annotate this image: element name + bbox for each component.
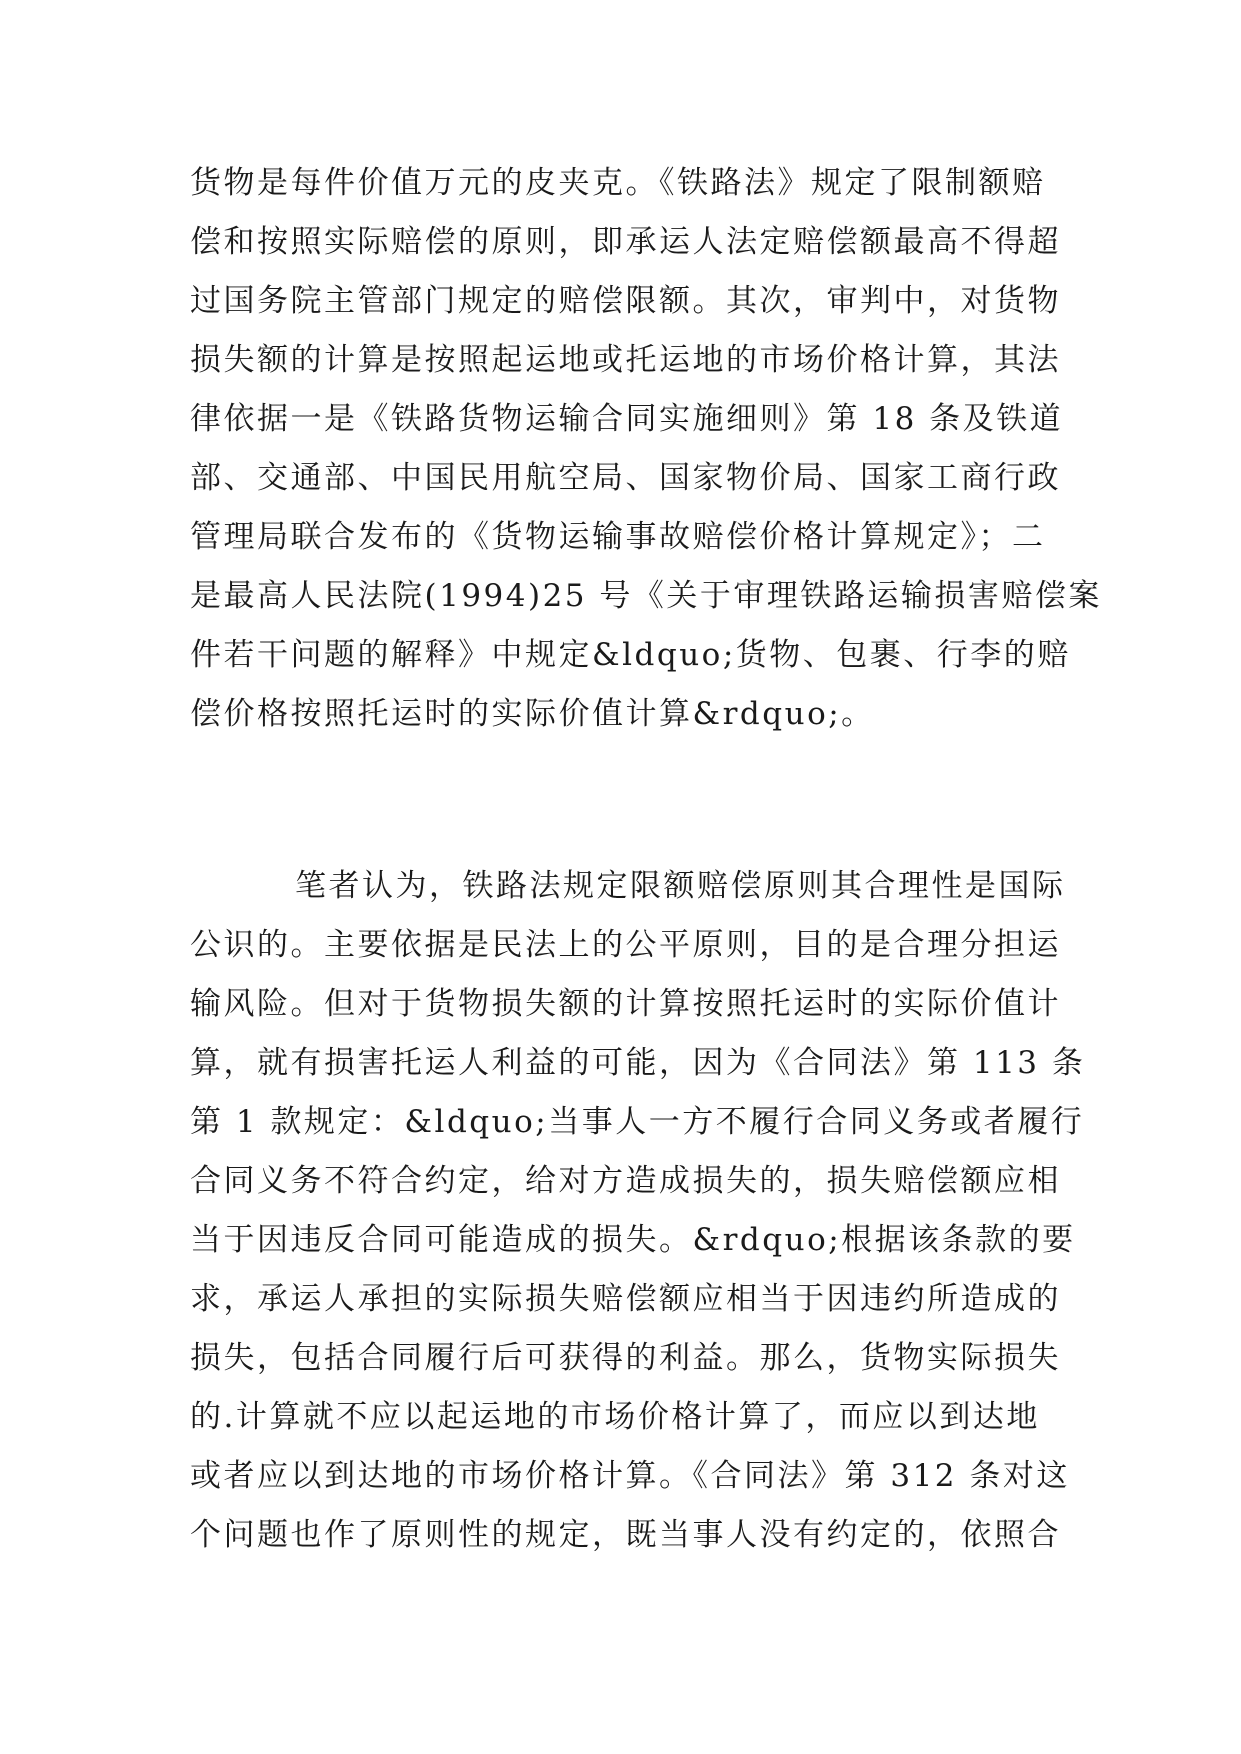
text-line: 偿和按照实际赔偿的原则，即承运人法定赔偿额最高不得超 — [190, 224, 1061, 260]
text-line: 是最高人民法院(1994)25 号《关于审理铁路运输损害赔偿案 — [190, 578, 1102, 614]
text-line: 合同义务不符合约定，给对方造成损失的，损失赔偿额应相 — [190, 1163, 1061, 1199]
text-line: 当于因违反合同可能造成的损失。&rdquo;根据该条款的要 — [190, 1222, 1076, 1258]
text-line: 公识的。主要依据是民法上的公平原则，目的是合理分担运 — [190, 927, 1061, 963]
text-line: 或者应以到达地的市场价格计算。《合同法》第 312 条对这 — [190, 1458, 1070, 1494]
text-line: 货物是每件价值万元的皮夹克。《铁路法》规定了限制额赔 — [190, 165, 1046, 201]
text-line: 偿价格按照托运时的实际价值计算&rdquo;。 — [190, 696, 875, 732]
paragraph-2 — [190, 857, 1086, 1565]
text-line: 求，承运人承担的实际损失赔偿额应相当于因违约所造成的 — [190, 1281, 1061, 1317]
text-line: 输风险。但对于货物损失额的计算按照托运时的实际价值计 — [190, 986, 1061, 1022]
text-line: 律依据一是《铁路货物运输合同实施细则》第 18 条及铁道 — [190, 401, 1064, 437]
text-line: 第 1 款规定：&ldquo;当事人一方不履行合同义务或者履行 — [190, 1104, 1085, 1140]
text-line: 管理局联合发布的《货物运输事故赔偿价格计算规定》；二 — [190, 519, 1046, 555]
text-line: 件若干问题的解释》中规定&ldquo;货物、包裹、行李的赔 — [190, 637, 1071, 673]
text-line: 损失额的计算是按照起运地或托运地的市场价格计算，其法 — [190, 342, 1061, 378]
text-line: 算，就有损害托运人利益的可能，因为《合同法》第 113 条 — [190, 1045, 1086, 1081]
text-line: 过国务院主管部门规定的赔偿限额。其次，审判中，对货物 — [190, 283, 1061, 319]
text-line: 损失，包括合同履行后可获得的利益。那么，货物实际损失 — [190, 1340, 1061, 1376]
text-line-first-indented: 笔者认为，铁路法规定限额赔偿原则其合理性是国际 — [295, 868, 1066, 904]
text-line: 个问题也作了原则性的规定，既当事人没有约定的，依照合 — [190, 1517, 1061, 1553]
paragraph-1 — [190, 154, 1102, 744]
text-line: 部、交通部、中国民用航空局、国家物价局、国家工商行政 — [190, 460, 1061, 496]
text-line: 的.计算就不应以起运地的市场价格计算了，而应以到达地 — [190, 1399, 1040, 1435]
